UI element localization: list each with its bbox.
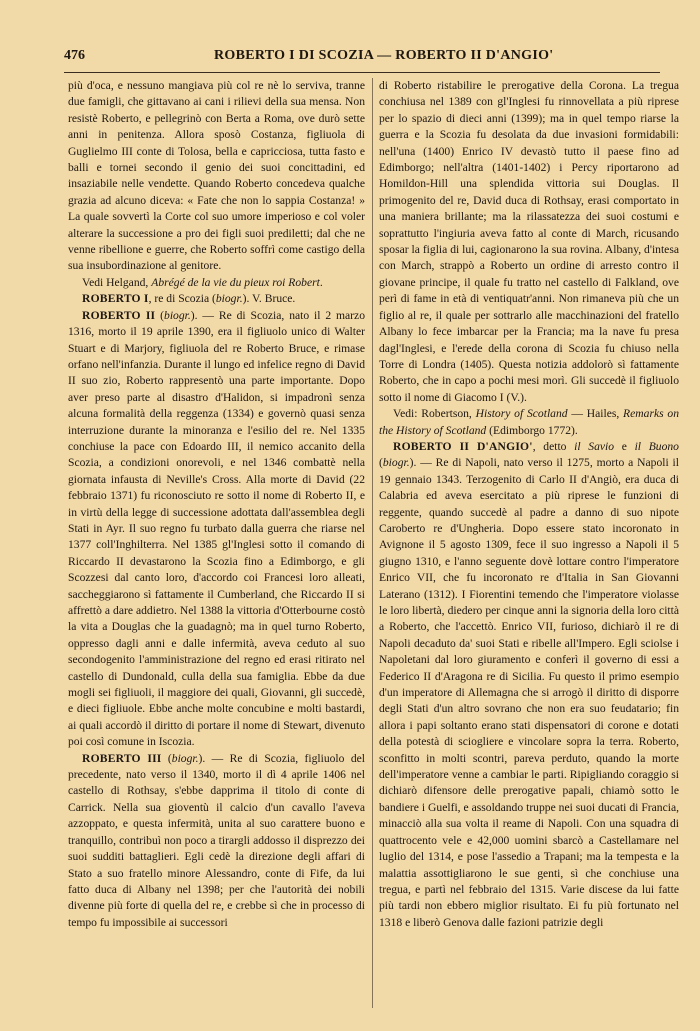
left-column: [68, 78, 365, 931]
entry-text: (: [155, 308, 165, 322]
ref-text: Vedi: Robertson,: [393, 407, 476, 421]
paragraph: di Roberto ristabilire le prerogative della Corona. La tregua conchiusa nel 1389 con gl'Inglesi fu rinnovellata a più riprese per lo spazio di dieci anni (1399); ma in quel tempo riarse la guerra e la Scozia fu desolata da due invasioni formidabili: nell'una (1400) Enrico IV devastò tutto il paese fino ad Edimborgo; nell'altra (1401-1402) i Percy riportarono ad Homildon-Hill una splendida vittoria sui Douglas. Il primogenito del re, David duca di Rothsay, erasi comportato in una maniera brillante; ma la rilassatezza dei suoi costumi e soprattutto l'ingiuria aveva fatto al conte di March, ricusando sposar la figlia di lui, cagionarono la sua rovina. Albany, d'intesa con March, strappò a Roberto un ordine di arresto contro il giovane principe, il quale fu tratto nel castello di Falkland, ove perì di fame in età di ventiquatr'anni. Non rimaneva più che un figlio al re, il quale per sottrarlo alle macchinazioni del fratello Albany lo fece imbarcar per la Francia; ma la nave fu presa dagl'Inglesi, e l'erede della corona di Scozia fu chiuso nella Torre di Londra (1405). Questa notizia addolorò sì fattamente Roberto, che in capo a pochi mesi morì. Gli succedè il figliuolo sotto il nome di Giacomo I (V.).: [379, 79, 679, 404]
entry-text: ). — Re di Napoli, nato verso il 1275, morto a Napoli il 19 gennaio 1343. Terzogenito di Carlo II d'Angiò, era duca di Calabria ed aveva esercitato a più riprese le funzioni di reggente, quando succedè al padre a danno di suo nipote Caroberto re d'Ungheria. Dopo essere stato incoronato in Avignone il 5 agosto 1309, fece il suo ingresso a Napoli il 5 giugno 1310, e l'anno seguente dovè lottare contro l'imperatore Enrico VII, che fu incoronato re d'Italia in San Giovanni Laterano (1312). I Fiorentini temendo che l'imperatore violasse le loro libertà, diedero per cinque anni la signoria della loro città a Roberto, che l'accettò. Enrico VII, furioso, dichiarò il re di Napoli decaduto da' suoi Stati e ribelle all'Impero. Egli sciolse i Napoletani dal loro giuramento e conferì il governo di essi a Federico II d'Aragona re di Sicilia. Fu questo il primo esempio d'un imperatore di Allemagna che si arrogò il diritto di disporre degli Stati d'un altro sovrano che non era suo feudatario; fin allora i papi soltanto erano stati dispensatori di corone e dotati della potestà di sciogliere e vincolare sopra la terra. Roberto, sconfitto in molti scontri, pareva perduto, quando la morte dell'imperatore venne a cambiar le parti. Ripigliando coraggio si dichiarò difensore delle prerogative papali, chiamò sotto le bandiere i Guelfi, e assoldando truppe nei suoi ducati di Francia, minacciò alla sua volta il reame di Napoli. Con una squadra di quattrocento vele e 42,000 uomini sbarcò a Castellamare nel luglio del 1314, e pose l'assedio a Trapani; ma la tempesta e la malattia assottigliarono le sue genti, sì che conchiuse una tregua, e partì nel febbraio del 1315. Varie discese da lui fatte più tardi non ebbero miglior risultato. Ei fu più fortunato nel 1318 e liberò Genova dalle fazioni patrizie degli: [379, 456, 679, 929]
reference-helgand: [68, 275, 365, 291]
ref-title: Remarks on the History of Scotland: [379, 407, 679, 437]
page-number: 476: [64, 48, 85, 63]
entry-text: ). — Re di Scozia, nato il 2 marzo 1316, morto il 19 aprile 1390, era il figliuolo unico di Walter Stuart e di Marjory, figliuola del re Roberto Bruce, e rimase orfano nell'infanzia. Durante il lungo ed infelice regno di David II suo zio, Roberto rappresentò una parte importante. Dopo aver preso parte al disastro d'Halidon, si impadronì senza alcuna formalità della reggenza (1334) e governò quasi senza interruzione durante la minoranza e l'esilio del re. Nel 1335 conchiuse la pace con Edoardo III, il nemico accanito della Scozia, a condizioni onorevoli, e nel 1346 combattè nella giornata infausta di Neville's Cross. Alla morte di David (22 febbraio 1371) fu riconosciuto re sotto il nome di Roberto II, e in virtù della legge di successione adottata dall'assemblea degli Stati in Ayr. Il suo regno fu turbato dalla guerra che riarse nel 1377 coll'Inghilterra. Nel 1385 gl'Inglesi sotto il comando di Riccardo II devastarono la Scozia fino a Edimborgo, e gli Scozzesi dal canto loro, d'accordo coi Francesi loro alleati, saccheggiarono sì fattamente il Cumberland, che Riccardo II si affrettò a dare addietro. Nel 1388 la vittoria d'Otterbourne costò la vita a Douglas che la guadagnò; ma in quel turno Roberto, oppresso dagli anni e dalle infermità, aveva ceduto al suo secondogenito l'amministrazione del regno ed erasi ritirato nel castello di Dundonald, culla della sua famiglia. Ebbe da due mogli sei figliuoli, il maggiore dei quali, Giovanni, gli succedè, e dieci figliuole. Ebbe anche molte concubine e molti bastardi, ai quali accordò il diritto di portare il nome di Stewart, divenuto poi così comune in Iscozia.: [68, 308, 365, 749]
entry-tag: biogr.: [171, 751, 199, 765]
entry-text: ). V. Bruce.: [242, 292, 296, 306]
ref-text: (Edimborgo 1772).: [486, 423, 578, 437]
entry-roberto-ii: [68, 308, 365, 751]
ref-title: Abrégé de la vie du pieux roi Robert: [151, 275, 320, 289]
entry-text: , detto: [532, 439, 575, 453]
entry-text: e: [614, 439, 635, 453]
ref-text: Vedi Helgand,: [82, 275, 152, 289]
ref-title: History of Scotland: [475, 407, 568, 421]
entry-epithet: il Savio: [574, 439, 615, 453]
ref-text: — Hailes,: [567, 407, 624, 421]
entry-text: (: [161, 751, 172, 765]
entry-heading: ROBERTO III: [82, 751, 162, 765]
entry-epithet: il Buono: [634, 439, 679, 453]
column-divider: [372, 78, 373, 1008]
running-title: ROBERTO I DI SCOZIA — ROBERTO II D'ANGIO': [214, 48, 554, 63]
entry-text: (: [379, 456, 383, 470]
running-header: [64, 46, 660, 68]
entry-heading: ROBERTO I: [82, 292, 149, 306]
header-rule: [64, 72, 660, 73]
entry-heading: ROBERTO II D'ANGIO': [393, 439, 533, 453]
reference-robertson: [379, 406, 679, 439]
right-column: [379, 78, 679, 931]
entry-text: , re di Scozia (: [148, 292, 216, 306]
entry-text: ). — Re di Scozia, figliuolo del precedente, nato verso il 1340, morto il dì 4 aprile 1406 nel castello di Rothsay, s'ebbe dapprima il titolo di conte di Carrick. Nella sua gioventù il calcio d'un cavallo l'aveva azzoppato, e questa infermità, unita al suo carattere buono e tranquillo, contribuì non poco a tirargli addosso il disprezzo dei suoi sudditi battaglieri. Egli cedè la direzione degli affari di Stato a suo fratello minore Alessandro, conte di Fife, da lui fatto duca di Albany nel 1398; per che l'autorità dei nobili divenne più forte di quella del re, e crebbe sì che in processo di tempo fu impossibile ai successori: [68, 751, 366, 929]
paragraph: più d'oca, e nessuno mangiava più col re nè lo serviva, tranne due famigli, che gittavano ai cani i rilievi della sua mensa. Non resistè Roberto, e pellegrinò con Berta a Roma, ove durò sette anni in penitenza. Allora sposò Costanza, figliuola di Guglielmo III conte di Tolosa, bella e capricciosa, tutta fasto e balli e tornei secondo il genio dei suoi concittadini, ed insaziabile nelle vendette. Quando Roberto concedeva qualche grazia ad alcuno diceva: « Fate che non lo sappia Costanza! » La quale sovvertì la Corte col suo umore imperioso e col voler alterare la successione a pro dei figli suoi prediletti; dal che ne venne ribellione e guerre, che Roberto soffrì come castigo della sua insubordinazione al genitore.: [68, 79, 365, 273]
ref-text: .: [319, 275, 323, 289]
entry-tag: biogr.: [382, 456, 410, 470]
entry-heading: ROBERTO II: [82, 308, 156, 322]
entry-tag: biogr.: [164, 308, 191, 322]
entry-roberto-ii-angio: [379, 439, 679, 931]
entry-roberto-iii: [68, 751, 365, 931]
entry-tag: biogr.: [215, 292, 243, 306]
entry-roberto-i: [68, 291, 365, 307]
